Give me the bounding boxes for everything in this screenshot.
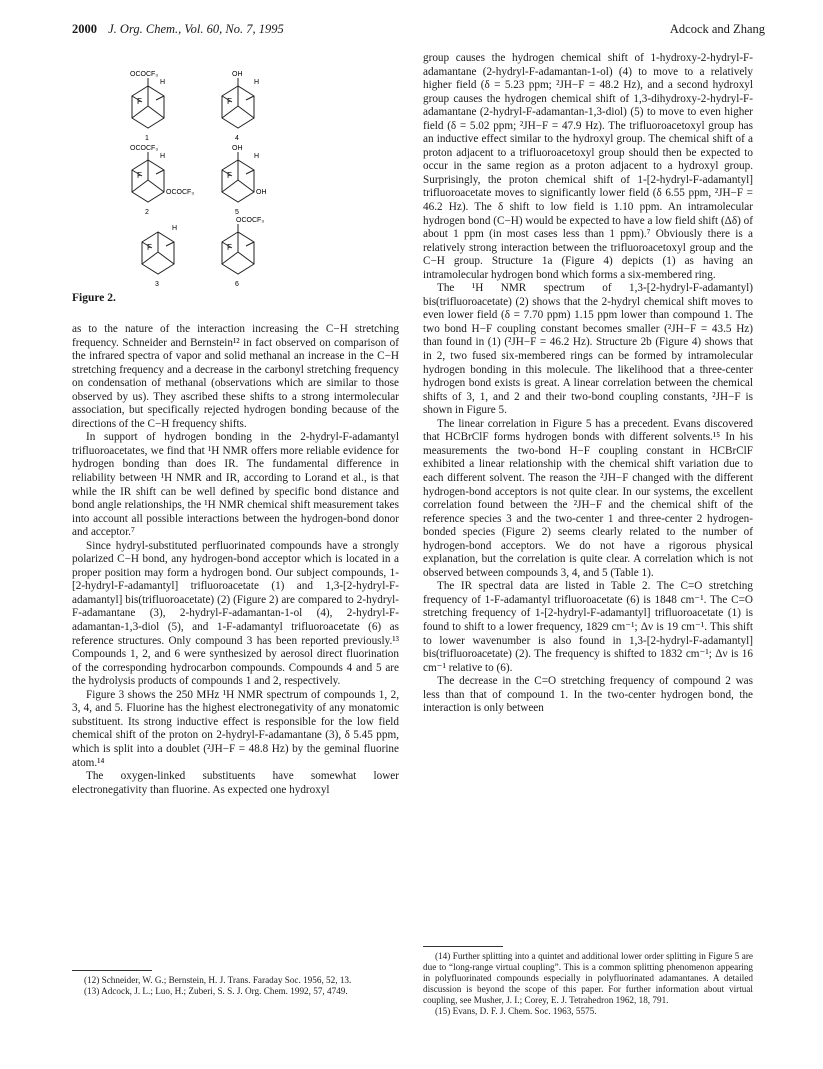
substituent-5-side: OH <box>256 189 267 196</box>
paragraph: Since hydryl-substituted perfluorinated compounds have a strongly polarized C−H bond, any hydrogen-bond acceptor which is located in a proper position may form a hydrogen bond. Our subject compounds, 1-[2-hydryl-F-adamantyl] trifluoroacetate (1) and 1,3-[2-hydryl-F-adamantyl] bis(trifluoroacetate) (2) (Figure 2) are compared to 2-hydryl-F-adamantane (3), 2-hydryl-F-adamantan-1-ol (4), 2-hydryl-F-adamantan-1,3-diol (5), and 1-F-adamantyl trifluoroacetate (6) as reference structures. Only compound 3 has been reported previously.¹³ Compounds 1, 2, and 6 were synthesized by aerosol direct fluorination of the corresponding hydrocarbon compounds. Compounds 4 and 5 are the hydrolysis products of compounds 1 and 2, respectively. <box>72 539 399 688</box>
f-label: F <box>137 171 142 180</box>
compound-number-4: 4 <box>235 135 239 142</box>
h-label: H <box>160 153 166 160</box>
footnotes-left <box>72 970 399 997</box>
footnote: (13) Adcock, J. L.; Luo, H.; Zuberi, S. S. J. Org. Chem. 1992, 57, 4749. <box>84 986 348 996</box>
substituent-4-top: OH <box>232 71 243 78</box>
footnote: (15) Evans, D. F. J. Chem. Soc. 1963, 5575. <box>435 1006 597 1016</box>
compound-number-2: 2 <box>145 209 149 216</box>
h-label: H <box>254 153 260 160</box>
header-left <box>72 22 284 37</box>
paragraph: In support of hydrogen bonding in the 2-hydryl-F-adamantyl trifluoroacetates, we find that ¹H NMR offers more reliable evidence for hydrogen bonding than does IR. The fundamental difference in reliability between ¹H NMR and IR, according to Lorand et al., is that while the IR shift can be well defined by specific bond distance and bond angle relationships, the ¹H NMR chemical shift measurement takes into account all possible interactions between the hydrogen-bond donor and acceptor.⁷ <box>72 431 399 539</box>
h-label: H <box>172 225 178 232</box>
footnote-rule <box>72 970 152 971</box>
f-label: F <box>227 97 232 106</box>
footnote-rule <box>423 946 503 947</box>
footnote: (14) Further splitting into a quintet and additional lower order splitting in Figure 5 are due to “long-range virtual coupling”. This is a common splitting phenomenon appearing in polyfluorinated compounds especially in polyfluorinated adamantanes. A detailed discussion is beyond the scope of this paper. For further information about virtual coupling, see Musher, J. I.; Corey, E. J. Tetrahedron 1962, 18, 791. <box>423 951 753 1005</box>
h-label: H <box>160 79 166 86</box>
left-column <box>72 323 399 797</box>
f-label: F <box>227 171 232 180</box>
h-label: H <box>254 79 260 86</box>
journal-citation: J. Org. Chem., Vol. 60, No. 7, 1995 <box>108 22 284 36</box>
paragraph: group causes the hydrogen chemical shift of 1-hydroxy-2-hydryl-F-adamantane (2-hydryl-F-adamantan-1-ol) (4) to move to a relatively higher field (δ = 5.23 ppm; ²JH−F = 48.2 Hz), and a second hydroxyl group causes the hydrogen chemical shift of 1,3-dihydroxy-2-hydryl-F-adamantane (2-hydryl-F-adamantan-1,3-diol) (5) to move to even higher field (δ = 5.02 ppm; ²JH−F = 47.9 Hz). The trifluoroacetoxyl group has an inductive effect similar to the hydroxyl group. The chemical shift of a proton adjacent to a trifluoroacetoxyl group should then be expected to occur in the same region as a proton adjacent to a hydroxyl group. Surprisingly, the proton chemical shift of 1-[2-hydryl-F-adamantyl] trifluoroacetate moves to significantly lower field (δ 6.55 ppm, ²JH−F = 46.2 Hz). The δ shift to low field is 1.10 ppm. An intramolecular hydrogen bond (C−H) would be expected to have a low field shift (Δδ) of about 1 ppm (in most cases less than 1 ppm).⁷ Obviously there is a relatively strong interaction between the trifluoroacetoxyl group and the C−H group. Structure 1a (Figure 4) depicts (1) as having an intramolecular hydrogen bond which forms a six-membered ring. <box>423 52 753 281</box>
paragraph: The IR spectral data are listed in Table 2. The C=O stretching frequency of 1-F-adamantyl trifluoroacetate (6) is 1848 cm⁻¹. The C=O stretching frequency of 1-[2-hydryl-F-adamantyl] trifluoroacetate (1) is found to shift to a lower frequency, 1829 cm⁻¹; Δν is 19 cm⁻¹. This shift to lower wavenumber is also found in 1,3-[2-hydryl-F-adamantyl] bis(trifluoroacetate) (2). The frequency is shifted to 1832 cm⁻¹; Δν is 16 cm⁻¹ relative to (6). <box>423 580 753 674</box>
compound-number-3: 3 <box>155 281 159 288</box>
footnote: (12) Schneider, W. G.; Bernstein, H. J. Trans. Faraday Soc. 1956, 52, 13. <box>84 975 352 985</box>
figure-2-structures <box>120 60 330 290</box>
substituent-1-top: OCOCF₃ <box>130 71 159 78</box>
substituent-6-top: OCOCF₃ <box>236 217 265 224</box>
paragraph: The linear correlation in Figure 5 has a precedent. Evans discovered that HCBrClF forms hydrogen bonds with different solvents.¹⁵ In his measurements the two-bond H−F coupling constant in HCBrClF exhibited a linear relationship with the chemical shift variation due to each different solvent. The reason the ²JH−F changed with the different hydrogen-bond acceptors is not quite clear. In our systems, the excellent correlation found between the ²JH−F and the chemical shift of the reference species 3 and the two-center 1 and three-center 2 hydrogen-bonded species (Figure 2) seems clearly related to the number of hydrogen-bond acceptors. We do not have a rigorous physical explanation, but the correlation is quite clear. A correlation which is not observed between compounds 3, 4, and 5 (Table 1). <box>423 417 753 579</box>
right-column <box>423 52 753 716</box>
f-label: F <box>147 243 152 252</box>
compound-number-6: 6 <box>235 281 239 288</box>
substituent-5-top: OH <box>232 145 243 152</box>
compound-number-1: 1 <box>145 135 149 142</box>
f-label: F <box>227 243 232 252</box>
page-header <box>72 22 765 40</box>
header-authors: Adcock and Zhang <box>669 22 765 36</box>
paragraph: as to the nature of the interaction increasing the C−H stretching frequency. Schneider and Bernstein¹² in fact observed on comparison of the infrared spectra of vapor and solid methanal an increase in the C−H stretching frequency and a decrease in the carbonyl stretching frequency on condensation of methanal (observations which are similar to those observed by us). They ascribed these shifts to a strong intermolecular association, but specifically rejected hydrogen bonding because of the directions of the C−H frequency shifts. <box>72 323 399 430</box>
f-label: F <box>137 97 142 106</box>
paragraph: The ¹H NMR spectrum of 1,3-[2-hydryl-F-adamantyl) bis(trifluoroacetate) (2) shows that the 2-hydryl chemical shift moves to even lower field (δ = 7.70 ppm) 1.15 ppm lower than compound 1. The two bond H−F coupling constant becomes smaller (²JH−F = 43.5 Hz) than found in (1) (²JH−F = 46.2 Hz). Structure 2b (Figure 4) shows that in 2, two fused six-membered rings can be formed by intramolecular hydrogen bonding in this molecule. The likelihood that a three-center hydrogen bond exists is great. A linear correlation between the chemical shifts of 3, 1, and 2 and their two-bond coupling constants, ²JH−F is shown in Figure 5. <box>423 282 753 417</box>
paragraph: The decrease in the C=O stretching frequency of compound 2 was less than that of compound 1. In the two-center hydrogen bond, the interaction is only between <box>423 675 753 715</box>
substituent-2-side: OCOCF₃ <box>166 189 195 196</box>
footnotes-right <box>423 946 753 1017</box>
substituent-2-top: OCOCF₃ <box>130 145 159 152</box>
paragraph: Figure 3 shows the 250 MHz ¹H NMR spectrum of compounds 1, 2, 3, 4, and 5. Fluorine has the highest electronegativity of any monatomic substituent. Its strong inductive effect is responsible for the low field chemical shift of the proton on 2-hydryl-F-adamantane (3), δ 5.45 ppm, which is split into a doublet (²JH−F = 48.8 Hz) by the geminal fluorine atom.¹⁴ <box>72 688 399 769</box>
compound-number-5: 5 <box>235 209 239 216</box>
paragraph: The oxygen-linked substituents have somewhat lower electronegativity than fluorine. As expected one hydroxyl <box>72 770 399 796</box>
page-number: 2000 <box>72 22 97 36</box>
figure-caption: Figure 2. <box>72 292 116 304</box>
